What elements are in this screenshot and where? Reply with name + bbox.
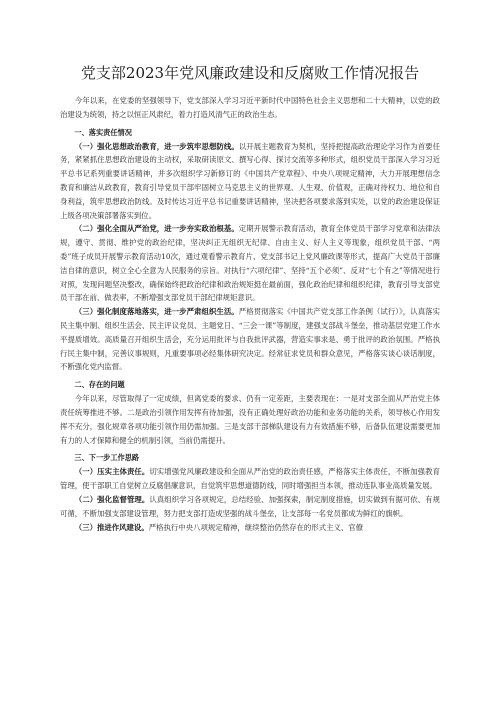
body-paragraph	[60, 465, 440, 493]
paragraph-lead: （一）强化思想政治教育，进一步筑牢思想防线。	[74, 141, 239, 151]
paragraph-lead: （二）强化监督管理。	[74, 494, 150, 504]
paragraph-text: 以开展主题教育为契机，坚持把提高政治理论学习作为首要任务，紧紧抓住思想政治建设的主动权，采取研读原文、撰写心得、探讨交流等多种形式，组织党员干部深入学习习近平总书记系列重要讲话精神，并多次组织学习新修订的《中国共产党章程》、中央八项规定精神，大力开展理想信念教育和廉洁从政教育，教育引导党员干部牢固树立马克思主义的世界观、人生观、价值观，正确对待权力、地位和自身利益，筑牢思想政治防线。及时传达习近平总书记重要讲话精神，坚决把各项要求落到实处，以党的政治建设保证上级各项决策部署落实到位。	[60, 141, 440, 220]
paragraph-lead: （一）压实主体责任。	[74, 467, 150, 477]
section-heading-problems: 二、存在的问题	[74, 380, 125, 390]
body-paragraph	[60, 305, 440, 374]
paragraph-lead: （三）推进作风建设。	[74, 522, 149, 532]
paragraph-text: 今年以来，尽管取得了一定成绩，但离党委的要求、仍有一定差距，主要表现在：一是对支部全面从严治党主体责任统筹推进不够。二是政治引领作用发挥有待加强，没有正确处理好政治功能和业务功能的关系，领导核心作用发挥不充分，强化规章各项功能引领作用仍需加强。三是支部干部梯队建设有力有效措施不够，后备队伍建设需要更加有力的人才保障和健全的机制引领，当前仍需提升。	[60, 394, 440, 445]
paragraph-text: 严格贯彻落实《中国共产党支部工作条例（试行）》，认真落实民主集中制、组织生活会、民主评议党员、主题党日、“三会一课”等制度，建强支部战斗堡垒，推动基层党建工作水平提质增效。高质量召开组织生活会，充分运用批评与自我批评武器，营造实事求是、勇于批评的政治氛围。严格执行民主集中制，完善议事规则，凡重要事项必经集体研究决定。经常征求党员和群众意见，严格落实谈心谈话制度，不断强化党内监督。	[60, 307, 440, 372]
section-heading-responsibility: 一、落实责任情况	[74, 127, 132, 137]
paragraph-text: 定期开展警示教育活动，教育全体党员干部学习党章和法律法规，遵守、贯彻、维护党的政治纪律，坚决纠正无组织无纪律、自由主义、好人主义等现象，组织党员干部、“两委”班子成员开展警示教育活动10次，通过观看警示教育片、党支部书记上党风廉政课等形式，提高广大党员干部廉洁自律的意识，树立全心全意为人民服务的宗旨。对执行“六项纪律”、坚持“五个必须”、反对“七个有之”等情况进行对照，发现问题坚决整改，确保始终把政治纪律和政治规矩挺在最前面，强化政治纪律和组织纪律，教育引导支部党员干部在前、做表率，不断增强支部党员干部纪律规矩意识。	[60, 224, 440, 303]
paragraph-text: 认真组织学习各项规定，总结经验、加强探索，制定制度措施，切实做到有据可依、有规可循，不断加强支部建设管理，努力把支部打造成坚强的战斗堡垒，让支部每一名党员都成为鲜红的旗帜。	[60, 494, 440, 518]
section-heading-next-steps: 三、下一步工作思路	[74, 453, 140, 463]
document-title: 党支部2023年党风廉政建设和反腐败工作情况报告	[80, 64, 420, 82]
paragraph-text: 切实增强党风廉政建设和全面从严治党的政治责任感，严格落实主体责任，不断加强教育管理，使干部职工自觉树立反腐倡廉意识，自觉筑牢思想道德防线，同时增强担当本领，推动连队事业高质量发展。	[60, 467, 440, 491]
body-paragraph	[60, 222, 440, 305]
body-paragraph	[60, 392, 440, 447]
paragraph-text: 严格执行中央八项规定精神，继续整治仍然存在的形式主义、官僚	[148, 522, 364, 532]
body-paragraph	[60, 140, 440, 223]
paragraph-lead: （二）强化全面从严治党，进一步夯实政治根基。	[74, 224, 239, 234]
paragraph-lead: （三）强化制度落地落实，进一步严肃组织生活。	[74, 307, 239, 317]
body-paragraph	[60, 521, 440, 535]
intro-paragraph: 今年以来，在党委的坚强领导下，党支部深入学习习近平新时代中国特色社会主义思想和二十大精神，以党的政治建设为统领，持之以恒正风肃纪，着力打造风清气正的政治生态。	[60, 96, 440, 119]
body-paragraph	[60, 493, 440, 521]
